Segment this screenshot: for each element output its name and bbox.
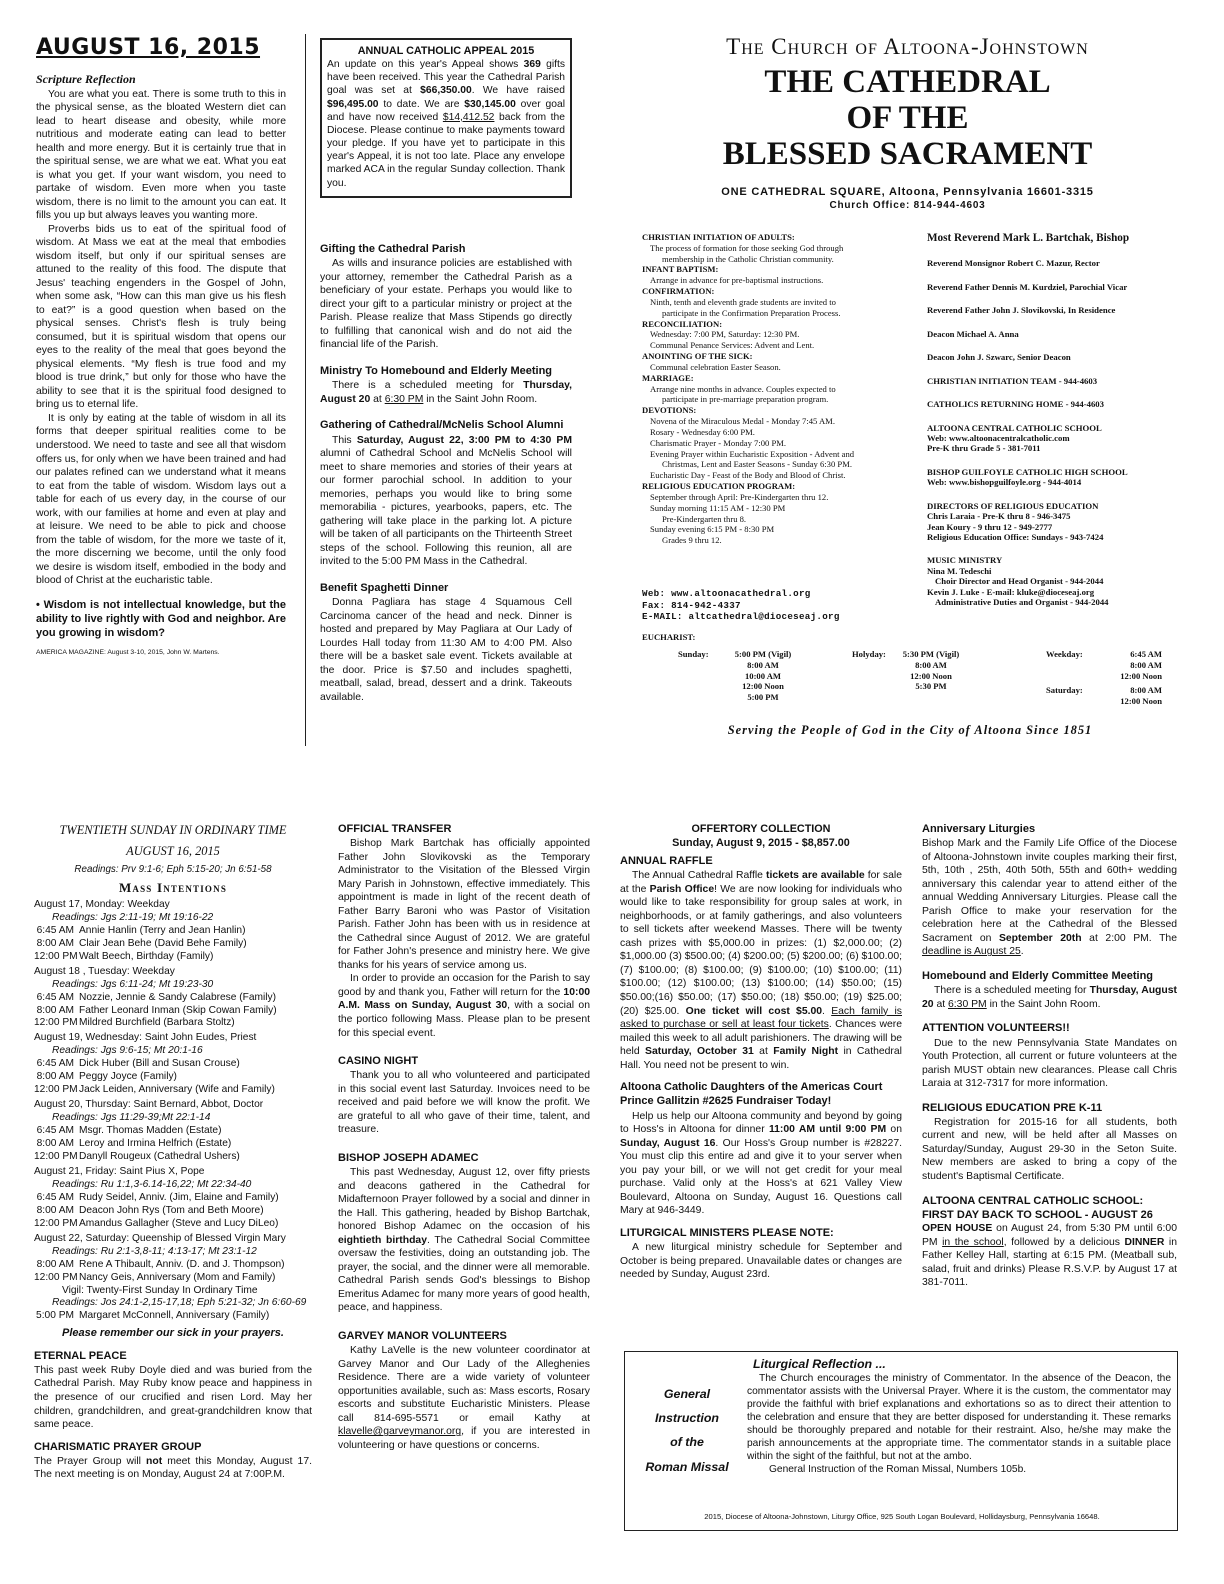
mass-intention-time: 6:45 AM <box>36 991 74 1003</box>
directory-line: Christmas, Lent and Easter Seasons - Sunday 6:30 PM. <box>662 459 852 470</box>
mass-intention-entry <box>34 1084 312 1097</box>
mass-intention-name: Clair Jean Behe (David Behe Family) <box>79 937 247 949</box>
mass-time: 6:45 AM <box>1130 649 1162 659</box>
mass-intention-entry <box>34 1071 312 1084</box>
mass-intention-entry <box>34 1017 312 1030</box>
raffle-text: The Annual Cathedral Raffle tickets are available for sale at the Parish Office! We are now looking for individuals who would like to take responsibility for group sales at work, in neighborhoods, or at family gatherings, and also volunteers to sell tickets after weekend Masses. There will be twenty cash prizes with $5,000.00 in prizes: (1) $2,000.00; (2) $1,000.00 (3) $500.00; (4) $200.00; (5) $200.00; (6) $100.00; (7) $100.00; (8) $100.00; (9) $100.00; (10) $100.00; (11) $100.00; (12) $100.00; (13) $100.00; (14) $50.00; (15) $50.00;(16) $50.00; (17) $50.00; (18) $50.00; (19) $25.00; (20) $25.00. One ticket will cost $5.00. Each family is asked to purchase or sell at least four tickets. Chances were mailed this week to all adult parishioners. The drawing will be held Saturday, October 31 at Family Night in Cathedral Hall. You need not be present to win. <box>620 870 902 1071</box>
charismatic-title: CHARISMATIC PRAYER GROUP <box>34 1440 202 1453</box>
eucharist-holyday-label: Holyday: <box>852 649 886 659</box>
staff-line: Choir Director and Head Organist - 944-2044 <box>935 576 1104 587</box>
alumni-text: This Saturday, August 22, 3:00 PM to 4:30 PM alumni of Cathedral School and McNelis School will meet to share memories and stories of their years at our former parochial school. In addition to your memories, perhaps you would like to bring some memorabilia - pictures, yearbooks, papers, etc. The gathering will take place in the parking lot. A picture will be taken of all participants on the Thirteenth Street steps of the school. Following this reunion, all are invited to the 5:00 PM Mass in the Cathedral. <box>320 434 572 568</box>
mass-time: 5:30 PM (Vigil) <box>902 649 960 659</box>
eucharist-schedule <box>642 632 1162 706</box>
mass-intention-time: 6:45 AM <box>36 1058 74 1070</box>
bottom-column-4 <box>922 822 1177 1290</box>
eucharist-label: EUCHARIST: <box>642 632 696 642</box>
directory-line: Communal celebration Easter Season. <box>650 361 781 372</box>
masthead-title-3: BLESSED SACRAMENT <box>722 136 1093 173</box>
garvey-title: GARVEY MANOR VOLUNTEERS <box>338 1329 507 1342</box>
religious-ed-title: RELIGIOUS EDUCATION PRE K-11 <box>922 1101 1103 1114</box>
girm-source: General Instruction of the Roman Missal, Numbers 105b. <box>769 1464 1027 1476</box>
directory-line: membership in the Catholic Christian community. <box>662 253 834 264</box>
mass-intention-name: Nancy Geis, Anniversary (Mom and Family) <box>79 1271 276 1283</box>
sick-line: Please remember our sick in your prayers. <box>62 1327 284 1340</box>
mass-intention-time: 6:45 AM <box>36 924 74 936</box>
mass-time: 8:00 AM <box>915 659 947 670</box>
directory-line: Pre-Kindergarten thru 8. <box>662 513 747 524</box>
mass-day: August 20, Thursday: Saint Bernard, Abbot, Doctor <box>34 1099 264 1111</box>
mass-time: 8:00 AM <box>1130 659 1162 670</box>
mass-intention-name: Leroy and Irmina Helfrich (Estate) <box>79 1138 232 1150</box>
daughters-title: Altoona Catholic Daughters of the Americas Court Prince Gallitzin #2625 Fundraiser Today! <box>620 1081 883 1108</box>
contact-fax: Fax: 814-942-4337 <box>642 599 741 611</box>
mass-intention-time: 6:45 AM <box>36 1191 74 1203</box>
mass-intention-entry <box>34 951 312 964</box>
staff-line: CHRISTIAN INITIATION TEAM - 944-4603 <box>927 375 1098 386</box>
mass-intentions-list <box>34 899 312 1324</box>
mass-day: August 22, Saturday: Queenship of Blessed Virgin Mary <box>34 1232 286 1244</box>
staff-line: Kevin J. Luke - E-mail: kluke@dioceseaj.org <box>927 586 1095 597</box>
directory-line: RECONCILIATION: <box>642 318 723 329</box>
sunday-title: TWENTIETH SUNDAY IN ORDINARY TIME <box>59 823 287 837</box>
scripture-paragraph-3: It is only by eating at the table of wisdom in all its forms that deeper spiritual realities come to be understood. We need to taste and see all that wisdom offers us, for only when we have been trained and had our palates refined can we understand what it means to eat from the table of wisdom. Wisdom lays out a table for each of us every day, in the course of our work, with our families at home and even at play and at leisure. We need to be able to pick and choose from the table of wisdom, for the more we taste of it, the more discerning we become, until the only food we desire is wisdom itself, embodied in the body and blood of Christ at the eucharistic table. <box>36 412 286 587</box>
eucharist-weekday <box>1092 649 1162 681</box>
mass-intention-entry <box>34 1058 312 1071</box>
staff-line: Deacon John J. Szwarc, Senior Deacon <box>927 352 1071 363</box>
masthead-address: ONE CATHEDRAL SQUARE, Altoona, Pennsylvania 16601-3315 <box>721 185 1094 198</box>
homebound-text: There is a scheduled meeting for Thursday, August 20 at 6:30 PM in the Saint John Room. <box>922 985 1177 1010</box>
transfer-title: OFFICIAL TRANSFER <box>338 823 452 835</box>
mass-intention-name: Father Leonard Inman (Skip Cowan Family) <box>79 1004 277 1016</box>
mass-intention-name: Dick Huber (Bill and Susan Crouse) <box>79 1058 240 1070</box>
mass-intention-entry <box>34 1138 312 1151</box>
liturgical-ministers-text: A new liturgical ministry schedule for September and October is being prepared. Unavailable dates or changes are needed by Sunday, August 23rd. <box>620 1242 902 1281</box>
staff-line: Most Reverend Mark L. Bartchak, Bishop <box>927 232 1130 244</box>
mass-intention-name: Mildred Burchfield (Barbara Stoltz) <box>79 1017 235 1029</box>
sunday-readings: Readings: Prv 9:1-6; Eph 5:15-20; Jn 6:51-58 <box>74 864 272 876</box>
girm-body <box>747 1356 1171 1477</box>
scripture-title: Scripture Reflection <box>36 72 136 86</box>
mass-intentions-heading: Mass Intentions <box>118 879 228 895</box>
staff-line: Pre-K thru Grade 5 - 381-7011 <box>927 443 1041 454</box>
mass-intention-entry <box>34 1259 312 1272</box>
mass-intention-name: Nozzie, Jennie & Sandy Calabrese (Family) <box>79 991 277 1003</box>
mass-intention-entry <box>34 1125 312 1138</box>
directory-line: Eucharistic Day - Feast of the Body and Blood of Christ. <box>650 470 846 481</box>
gifting-text: As wills and insurance policies are established with your attorney, remember the Cathedral Parish as a beneficiary of your estate. Perhaps you would like to direct your gift to a particular ministry or project at the Parish. Please realize that Mass Stipends go directly to fulfilling that canonical wish and do not aid the financial life of the Parish. <box>320 258 572 351</box>
ministry-meeting-text: There is a scheduled meeting for Thursday, August 20 at 6:30 PM in the Saint John Room. <box>320 380 572 405</box>
accs-text: OPEN HOUSE on August 24, from 5:30 PM until 6:00 PM in the school, followed by a delicious DINNER in Father Kelley Hall, starting at 6:15 PM. (Meatball sub, salad, fruit and drinks) Please R.S.V.P. by August 17 at 381-7011. <box>922 1223 1177 1289</box>
mass-time: 12:00 Noon <box>742 681 784 692</box>
homebound-title: Homebound and Elderly Committee Meeting <box>922 969 1154 982</box>
directory-line: The process of formation for those seeking God through <box>650 242 844 253</box>
staff-line: CATHOLICS RETURNING HOME - 944-4603 <box>927 399 1104 410</box>
staff-line: Deacon Michael A. Anna <box>927 328 1019 339</box>
directory-line: Communal Penance Services: Advent and Lent. <box>650 340 815 351</box>
scripture-question: • Wisdom is not intellectual knowledge, but the ability to live rightly with God and neighbor. Are you growing in wisdom? <box>36 598 286 640</box>
sunday-date: AUGUST 16, 2015 <box>126 844 220 859</box>
contacts <box>642 588 917 623</box>
mass-intention-entry <box>34 1005 312 1018</box>
mass-intention-time: 8:00 AM <box>36 1071 74 1083</box>
mass-intention-time: 12:00 PM <box>34 950 78 962</box>
directory-line: ANOINTING OF THE SICK: <box>642 351 753 362</box>
mass-intention-entry <box>34 992 312 1005</box>
staff-line: Religious Education Office: Sundays - 943-7424 <box>927 532 1104 542</box>
mass-intention-time: 6:45 AM <box>36 1125 74 1137</box>
staff-line: Chris Laraia - Pre-K thru 8 - 946-3475 <box>927 511 1071 522</box>
mass-intention-time: 8:00 AM <box>36 1204 74 1216</box>
adamec-title: BISHOP JOSEPH ADAMEC <box>338 1151 479 1164</box>
spaghetti-title: Benefit Spaghetti Dinner <box>320 581 449 594</box>
mass-time: 5:00 PM (Vigil) <box>734 649 792 659</box>
scripture-credit: AMERICA MAGAZINE: August 3-10, 2015, John W. Martens. <box>36 648 220 656</box>
eternal-peace-title: ETERNAL PEACE <box>34 1349 127 1362</box>
staff-line: Administrative Duties and Organist - 944-2044 <box>935 597 1109 608</box>
directory-line: Rosary - Wednesday 6:00 PM. <box>650 426 755 437</box>
mass-readings: Readings: Jgs 2:11-19; Mt 19:16-22 <box>52 911 214 923</box>
top-middle-column <box>320 236 572 704</box>
volunteers-title: ATTENTION VOLUNTEERS!! <box>922 1022 1070 1035</box>
offertory-title: OFFERTORY COLLECTION <box>691 823 831 835</box>
mass-intention-entry <box>34 938 312 951</box>
raffle-title: ANNUAL RAFFLE <box>620 855 713 868</box>
eucharist-saturday-label: Saturday: <box>1046 685 1083 695</box>
mass-intention-time: 8:00 AM <box>36 1138 74 1150</box>
mass-intention-time: 8:00 AM <box>36 1004 74 1016</box>
ministry-meeting-title: Ministry To Homebound and Elderly Meeting <box>320 364 553 377</box>
mass-intention-name: Margaret McConnell, Anniversary (Family) <box>79 1310 270 1322</box>
mass-time: 12:00 Noon <box>1120 695 1162 706</box>
mass-intention-name: Danyll Rougeux (Cathedral Ushers) <box>79 1150 240 1162</box>
mass-readings: Readings: Jgs 6:11-24; Mt 19:23-30 <box>52 978 214 990</box>
appeal-box <box>320 38 572 198</box>
mass-time: 12:00 Noon <box>910 670 952 681</box>
girm-text: The Church encourages the ministry of Commentator. In the absence of the Deacon, the commentator assists with the Universal Prayer. Where it is the custom, the commentator may provide the faithful with brief explanations and exhortations so as to direct their attention to the celebration and ensure that they are better disposed for understanding it. These remarks should be thoroughly prepared and notable for their restraint. Also, he/she may make the parish announcements at the appropriate time. The commentator stands in a suitable place within the sight of the faithful, but not at the ambo. <box>747 1373 1171 1463</box>
bulletin-date: AUGUST 16, 2015 <box>36 35 261 60</box>
eucharist-saturday <box>1092 685 1162 707</box>
mass-intention-entry <box>34 1192 312 1205</box>
mass-day: August 19, Wednesday: Saint John Eudes, Priest <box>34 1032 257 1044</box>
appeal-title: ANNUAL CATHOLIC APPEAL 2015 <box>357 45 535 57</box>
mass-day: August 17, Monday: Weekday <box>34 898 170 910</box>
directory-line: Wednesday: 7:00 PM, Saturday: 12:30 PM. <box>650 329 800 340</box>
directory-line: Evening Prayer within Eucharistic Exposition - Advent and <box>650 448 855 459</box>
mass-intention-time: 12:00 PM <box>34 1217 78 1229</box>
staff-line: Nina M. Tedeschi <box>927 565 992 576</box>
bottom-column-3 <box>620 822 902 1282</box>
directory-line: Arrange nine months in advance. Couples expected to <box>650 383 836 394</box>
eucharist-sunday <box>718 649 808 703</box>
masthead-title-1: THE CATHEDRAL <box>764 63 1051 100</box>
mass-intention-name: Rene A Thibault, Anniv. (D. and J. Thompson) <box>79 1258 285 1270</box>
directory-line: DEVOTIONS: <box>642 405 697 416</box>
accs-title-2: FIRST DAY BACK TO SCHOOL - AUGUST 26 <box>922 1208 1153 1221</box>
transfer-text: Bishop Mark Bartchak has officially appointed Father John Slovikovski as the Temporary Administrator to the Visitation of the Blessed Virgin Mary Parish in Johnstown, effective immediately. This appointment is made in light of the recent death of Father Barry Baroni who was Pastor of Visitation Parish. Father John has been with us in residence at the Cathedral since August of 2012. We are grateful for Father John's presence and ministry here. We give thanks for his years of service among us. <box>338 838 590 971</box>
girm-side: General Instruction of the Roman Missal <box>645 1387 729 1474</box>
directory-line: Novena of the Miraculous Medal - Monday 7:45 AM. <box>650 416 835 427</box>
mass-readings: Readings: Ru 1:1,3-6.14-16,22; Mt 22:34-40 <box>52 1178 252 1190</box>
mass-intention-entry <box>34 1272 312 1285</box>
daughters-text: Help us help our Altoona community and beyond by going to Hoss's in Altoona for dinner 11:00 AM until 9:00 PM on Sunday, August 16. Our Hoss's Group number is #28227. You must clip this entire ad and give it to your server when you pay your bill, or we will not get credit for your meal purchase. Valid only at the Hoss's at 621 Valley View Boulevard, Altoona on Sunday, August 16. Questions call Mary at 946-3449. <box>620 1110 902 1217</box>
mass-time: 5:00 PM <box>747 692 779 703</box>
directory-line: Grades 9 thru 12. <box>662 535 722 546</box>
mass-intention-name: Walt Beech, Birthday (Family) <box>79 950 214 962</box>
directory-left <box>642 232 917 546</box>
mass-readings: Readings: Ru 2:1-3,8-11; 4:13-17; Mt 23:1-12 <box>52 1245 257 1257</box>
column-divider <box>305 34 306 746</box>
staff-line: Web: www.bishopguilfoyle.org - 944-4014 <box>927 477 1082 488</box>
mass-time: 12:00 Noon <box>1120 670 1162 681</box>
accs-title-1: ALTOONA CENTRAL CATHOLIC SCHOOL: <box>922 1194 1144 1207</box>
anniversary-text: Bishop Mark and the Family Life Office of the Diocese of Altoona-Johnstown invite couples marking their first, 5th, 10th , 25th, 40th 50th, 55th and 60th+ wedding anniversary this calendar year to attend either of the annual Wedding Anniversary Liturgies. Please call the Parish Office to make your reservation for the celebration here at the Cathedral of the Blessed Sacrament on September 20th at 2:00 PM. The deadline is August 25. <box>922 838 1177 958</box>
directory-line: RELIGIOUS EDUCATION PROGRAM: <box>642 481 796 492</box>
mass-time: 8:00 AM <box>1130 685 1162 695</box>
eucharist-weekday-label: Weekday: <box>1046 649 1083 659</box>
mass-intention-time: 12:00 PM <box>34 1017 78 1029</box>
staff-line: DIRECTORS OF RELIGIOUS EDUCATION <box>927 500 1099 511</box>
appeal-text: An update on this year's Appeal shows 369 gifts have been received. This year the Cathedral Parish goal was set at $66,350.00. We have raised $96,495.00 to date. We are $30,145.00 over goal and have now received $14,412.52 back from the Diocese. Please continue to make payments toward your pledge. If you have yet to participate in this year's Appeal, it is not too late. Place any envelope marked ACA in the regular Sunday collection. Thank you. <box>327 59 566 189</box>
staff-line: BISHOP GUILFOYLE CATHOLIC HIGH SCHOOL <box>927 466 1128 477</box>
directory-line: CONFIRMATION: <box>642 286 715 297</box>
mass-day: Vigil: Twenty-First Sunday In Ordinary Time <box>62 1284 258 1296</box>
serving-tagline: Serving the People of God in the City of Altoona Since 1851 <box>727 723 1093 737</box>
directory-line: Sunday morning 11:15 AM - 12:30 PM <box>650 502 786 513</box>
mass-intention-name: Rudy Seidel, Anniv. (Jim, Elaine and Family) <box>79 1191 279 1203</box>
casino-text: Thank you to all who volunteered and participated in this social event last Saturday. Invoices need to be received and paid before we will know the profit. We are grateful to all who gave of their time, talent, and treasure. <box>338 1070 590 1136</box>
mass-intention-name: Annie Hanlin (Terry and Jean Hanlin) <box>79 924 246 936</box>
masthead-title-2: OF THE <box>846 100 969 137</box>
mass-readings: Readings: Jos 24:1-2,15-17,18; Eph 5:21-32; Jn 6:60-69 <box>52 1297 307 1309</box>
staff-line: Reverend Father Dennis M. Kurdziel, Parochial Vicar <box>927 281 1128 292</box>
mass-day: August 21, Friday: Saint Pius X, Pope <box>34 1165 205 1177</box>
anniversary-title: Anniversary Liturgies <box>922 823 1036 835</box>
mass-intention-time: 8:00 AM <box>36 1258 74 1270</box>
directory-line: Charismatic Prayer - Monday 7:00 PM. <box>650 437 787 448</box>
directory-line: CHRISTIAN INITIATION OF ADULTS: <box>642 232 795 242</box>
mass-intention-entry <box>34 925 312 938</box>
mass-intention-entry <box>34 1151 312 1164</box>
directory-line: INFANT BAPTISM: <box>642 264 719 275</box>
liturgical-reflection-box <box>624 1351 1178 1531</box>
mass-intention-name: Amandus Gallagher (Steve and Lucy DiLeo) <box>79 1217 279 1229</box>
directory-line: Ninth, tenth and eleventh grade students are invited to <box>650 296 836 307</box>
mass-intentions-column <box>34 822 312 1482</box>
mass-intention-time: 12:00 PM <box>34 1084 78 1096</box>
scripture-paragraph-1: You are what you eat. There is some truth to this in the physical sense, as the bloated Western diet can lead to heart disease and obesity, while more nutritious and moderate eating can lead to better health and more energy. But it is certainly true that in the spiritual sense, we are what we eat. What you eat is what you get. If your want wisdom, you need to partake of wisdom. Even more when you taste wisdom, there is no limit to the amount you can eat. It fills you up but always leaves you wanting more. <box>36 88 286 222</box>
garvey-email-link[interactable]: klavelle@garveymanor.org <box>338 1426 462 1438</box>
masthead <box>630 32 1185 212</box>
scripture-reflection <box>36 72 286 657</box>
mass-readings: Readings: Jgs 11:29-39;Mt 22:1-14 <box>52 1112 211 1124</box>
volunteers-text: Due to the new Pennsylvania State Mandates on Youth Protection, all current or future volunteers at the parish MUST obtain new clearances. Please call Chris Laraia at 312-7317 for more information. <box>922 1037 1177 1090</box>
contact-web: Web: www.altoonacathedral.org <box>642 588 811 599</box>
mass-intention-entry <box>34 1205 312 1218</box>
staff-line: Reverend Monsignor Robert C. Mazur, Rector <box>927 258 1100 269</box>
casino-title: CASINO NIGHT <box>338 1055 419 1068</box>
directory-line: Arrange in advance for pre-baptismal instructions. <box>650 275 824 286</box>
eucharist-holyday <box>886 649 976 692</box>
eternal-peace-text: This past week Ruby Doyle died and was buried from the Cathedral Parish. May Ruby know peace and happiness in the presence of our crucified and risen Lord. May her children, grandchildren, and great-grandchildren know that same peace. <box>34 1364 312 1431</box>
religious-ed-text: Registration for 2015-16 for all students, both current and new, will be held after all Masses on Saturday/Sunday, August 29-30 in the Seton Suite. New members are asked to bring a copy of the student's Baptismal Certificate. <box>922 1116 1177 1182</box>
gifting-title: Gifting the Cathedral Parish <box>320 243 466 255</box>
mass-intention-name: Jack Leiden, Anniversary (Wife and Family) <box>79 1084 275 1096</box>
spaghetti-text: Donna Pagliara has stage 4 Squamous Cell Carcinoma cancer of the head and neck. Dinner is hosted and prepared by May Pagliara at Our Lady of Lourdes Hall today from 11:30 AM to 4:00 PM. Also there will be a basket sale event. Tickets available at the door. Price is $7.50 and includes spaghetti, meatball, salad, bread, dessert and a drink. Takeouts available. <box>320 596 572 703</box>
directory-line: participate in the Confirmation Preparation Process. <box>662 307 841 318</box>
mass-intention-entry <box>34 1218 312 1231</box>
mass-intention-entry <box>34 1310 312 1323</box>
adamec-text: This past Wednesday, August 12, over fifty priests and deacons gathered in the Cathedral for Midafternoon Prayer followed by a social and dinner in the Hall. This gathering, headed by Bishop Bartchak, honored Bishop Adamec on the occasion of his eightieth birthday. The Cathedral Social Committee oversaw the festivities, doing an outstanding job. The prayer, the social, and the dinner were all memorable. Cathedral Parish sends God's blessings to Bishop Emeritus Adamec for many more years of good health, peace, and happiness. <box>338 1167 590 1314</box>
scripture-paragraph-2: Proverbs bids us to eat of the spiritual food of wisdom. At Mass we eat at the meal that embodies wisdom itself, but only if our spiritual senses are attuned to the reality of this food. The dispute that Jesus' teaching engenders in the Gospel of John, when some ask, “How can this man give us his flesh to eat?” is a good question when based on the physical senses. Christ's flesh is truly being consumed, but it is spiritual wisdom that opens our eyes to the reality of the meal that goes beyond the physical elements. “My flesh is true food and my blood is true drink,” but only for those who have the ability to see that it is the spiritual food designed to bring us to eternal life. <box>36 223 286 411</box>
date-header <box>36 34 296 63</box>
directory-line: September through April: Pre-Kindergarten thru 12. <box>650 491 829 502</box>
mass-intention-time: 8:00 AM <box>36 937 74 949</box>
directory-line: participate in pre-marriage preparation program. <box>662 394 829 405</box>
contact-email: E-MAIL: altcathedral@dioceseaj.org <box>642 611 840 623</box>
staff-line: Reverend Father John J. Slovikovski, In Residence <box>927 305 1116 316</box>
mass-time: 10:00 AM <box>744 670 782 681</box>
mass-time: 8:00 AM <box>747 659 779 670</box>
eucharist-sunday-label: Sunday: <box>678 649 709 659</box>
mass-day: August 18 , Tuesday: Weekday <box>34 965 175 977</box>
staff-line: Jean Koury - 9 thru 12 - 949-2777 <box>927 521 1053 532</box>
mass-time: 5:30 PM <box>915 681 947 692</box>
mass-intention-name: Peggy Joyce (Family) <box>79 1071 177 1083</box>
directory-line: MARRIAGE: <box>642 372 694 383</box>
mass-intention-time: 12:00 PM <box>34 1271 78 1283</box>
mass-intention-name: Msgr. Thomas Madden (Estate) <box>79 1125 222 1137</box>
directory-right <box>927 232 1192 608</box>
masthead-church: The Church of Altoona-Johnstown <box>726 34 1089 59</box>
liturgical-ministers-title: LITURGICAL MINISTERS PLEASE NOTE: <box>620 1226 834 1239</box>
alumni-title: Gathering of Cathedral/McNelis School Alumni <box>320 419 564 432</box>
mass-intention-time: 12:00 PM <box>34 1150 78 1162</box>
staff-line: ALTOONA CENTRAL CATHOLIC SCHOOL <box>927 422 1102 433</box>
mass-intention-time: 5:00 PM <box>36 1310 74 1322</box>
offertory-line: Sunday, August 9, 2015 - $8,857.00 <box>672 837 850 850</box>
garvey-text: Kathy LaVelle is the new volunteer coordinator at Garvey Manor and Our Lady of the Alleghenies Residence. There are a wide variety of volunteer opportunities available, such as: Mass escorts, Rosary escorts and substitute Eucharistic Ministers. Please call 814-695-5571 or email Kathy at klavelle@garveymanor.org, if you are interested in volunteering or have questions or concerns. <box>338 1345 590 1451</box>
transfer-text-2: In order to provide an occasion for the Parish to say good by and thank you, Father will return for the 10:00 A.M. Mass on Sunday, August 30, with a social on the portico following Mass. Please plan to be present for this special event. <box>338 973 590 1039</box>
bottom-column-2 <box>338 822 590 1452</box>
mass-intention-name: Deacon John Rys (Tom and Beth Moore) <box>79 1204 264 1216</box>
staff-line: MUSIC MINISTRY <box>927 555 1003 566</box>
masthead-office: Church Office: 814-944-4603 <box>829 200 986 212</box>
girm-footer: 2015, Diocese of Altoona-Johnstown, Liturgy Office, 925 South Logan Boulevard, Hollidaysburg, Pennsylvania 16648. <box>704 1512 1100 1521</box>
directory-line: Sunday evening 6:15 PM - 8:30 PM <box>650 524 775 535</box>
girm-title: Liturgical Reflection ... <box>753 1357 886 1371</box>
staff-line: Web: www.altoonacentralcatholic.com <box>927 432 1070 443</box>
charismatic-text: The Prayer Group will not meet this Monday, August 17. The next meeting is on Monday, August 24 at 7:00P.M. <box>34 1455 312 1481</box>
mass-readings: Readings: Jgs 9:6-15; Mt 20:1-16 <box>52 1045 203 1057</box>
